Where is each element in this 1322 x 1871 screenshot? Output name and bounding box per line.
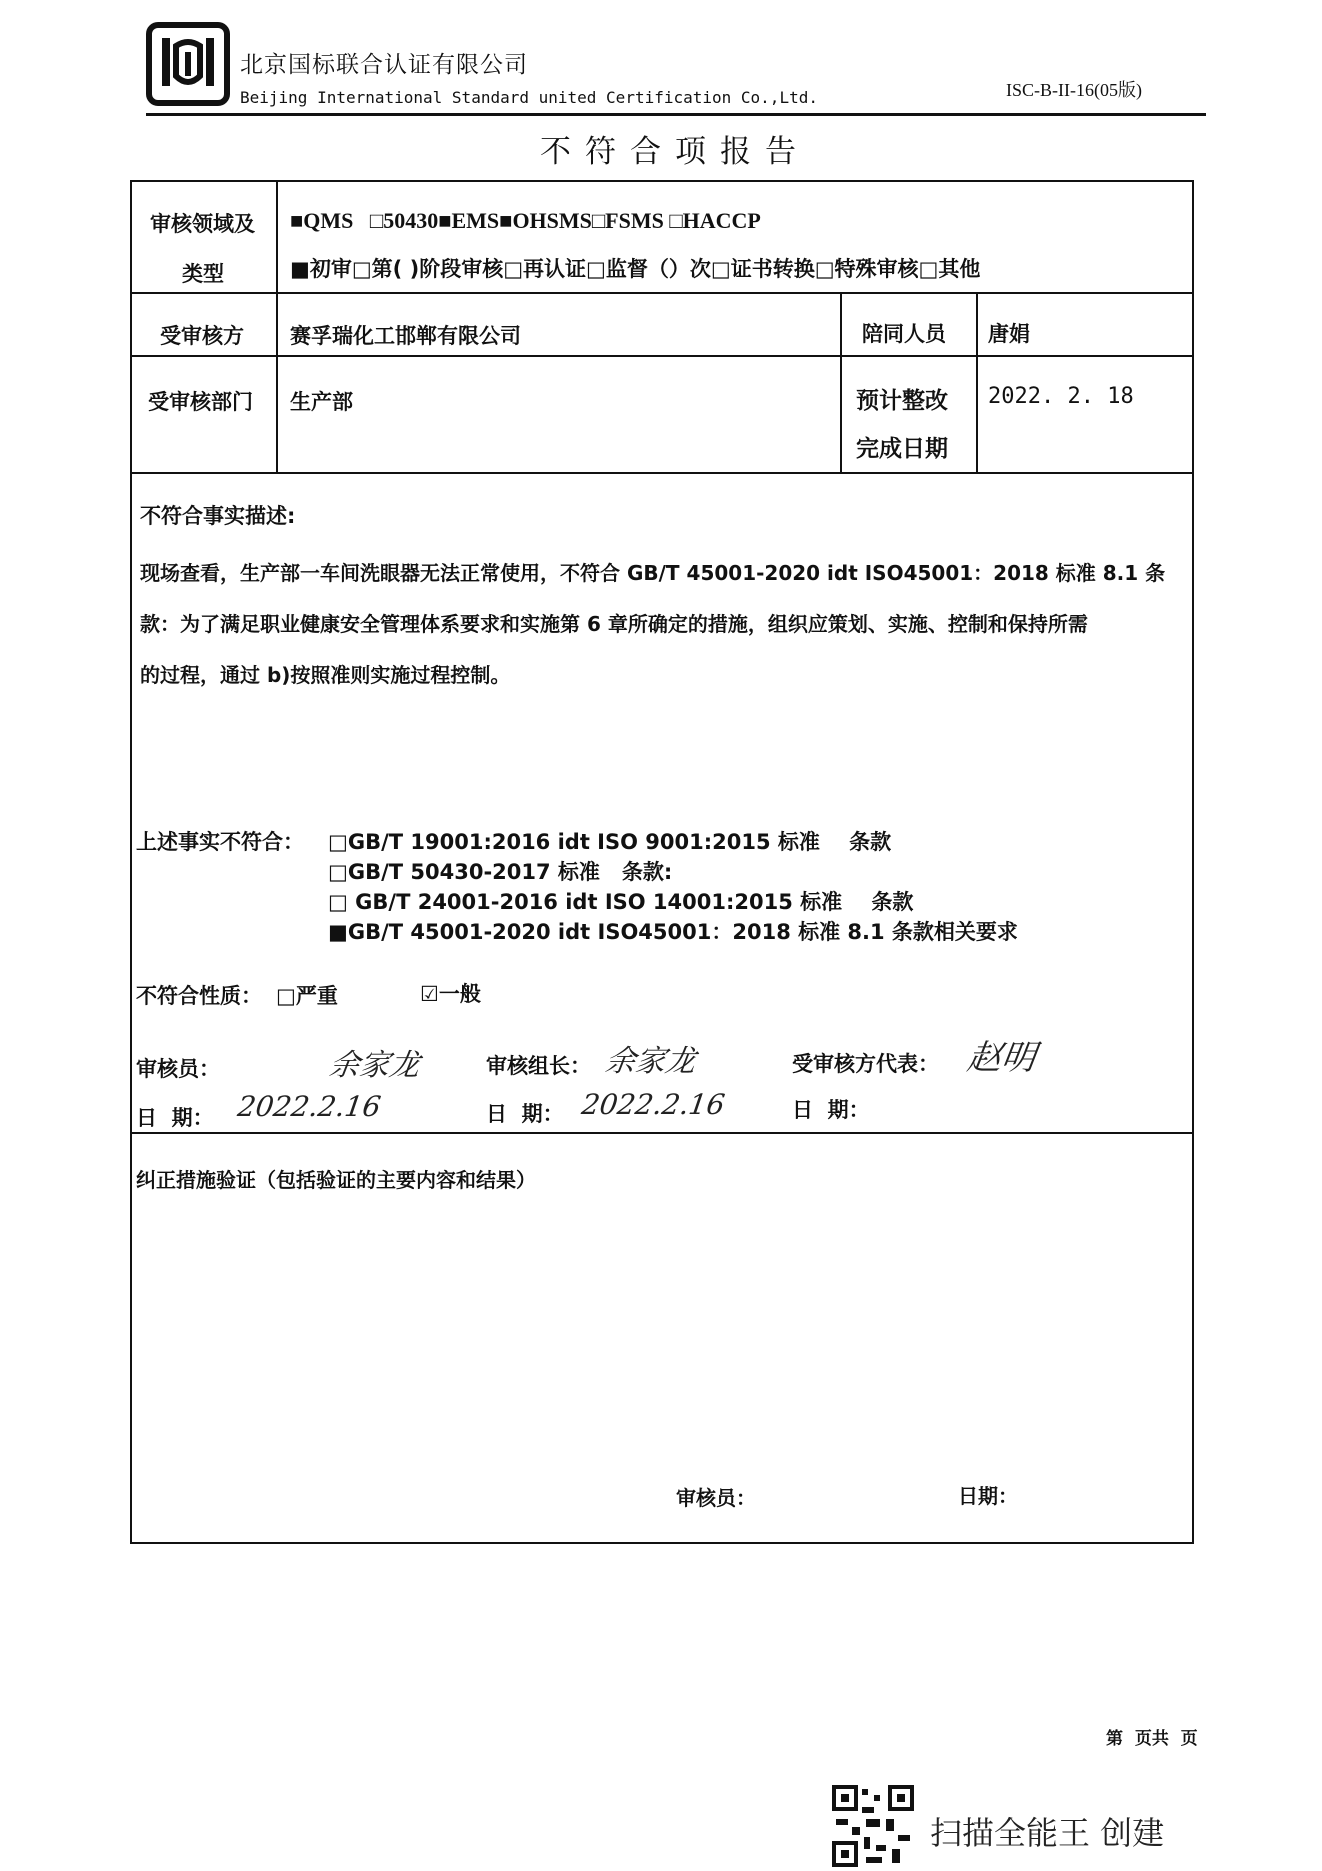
- auditee-label: 受审核方: [160, 324, 244, 348]
- scope-label-2: 类型: [182, 262, 224, 286]
- company-name-cn: 北京国标联合认证有限公司: [240, 52, 528, 78]
- escort-label: 陪同人员: [862, 322, 946, 346]
- form-code: ISC-B-II-16(05版): [1006, 80, 1142, 100]
- due-date-value: 2022. 2. 18: [988, 384, 1134, 409]
- nature-general-checkbox[interactable]: ☑一般: [420, 982, 481, 1006]
- row-divider: [130, 472, 1194, 474]
- due-date-label: 预计整改: [856, 388, 948, 414]
- department-value: 生产部: [290, 390, 353, 414]
- qr-code-icon: [832, 1785, 914, 1867]
- page-number: 第 页共 页: [1106, 1729, 1198, 1749]
- due-date-label-2: 完成日期: [856, 436, 948, 462]
- column-divider: [840, 292, 842, 472]
- logo-mark-icon: [152, 28, 224, 100]
- row-divider: [130, 292, 1194, 294]
- standard-item: ■GB/T 45001-2020 idt ISO45001：2018 标准 8.1 条款相关要求: [328, 920, 1018, 944]
- document-title: 不符合项报告: [540, 134, 810, 170]
- column-divider: [976, 292, 978, 472]
- standard-item: □GB/T 19001:2016 idt ISO 9001:2015 标准 条款: [328, 830, 892, 854]
- nature-serious-checkbox[interactable]: □严重: [276, 984, 338, 1008]
- representative-signature: 赵明: [964, 1038, 1039, 1078]
- auditor-label: 审核员：: [136, 1057, 220, 1081]
- leader-date: 2022.2.16: [579, 1088, 727, 1121]
- row-divider: [130, 1132, 1194, 1134]
- standard-item: □ GB/T 24001-2016 idt ISO 14001:2015 标准 条款: [328, 890, 914, 914]
- scope-label: 审核领域及: [150, 212, 255, 236]
- auditee-value: 赛孚瑞化工邯郸有限公司: [290, 324, 521, 348]
- verification-auditor-label: 审核员：: [676, 1486, 756, 1510]
- nonconformity-line: 款：为了满足职业健康安全管理体系要求和实施第 6 章所确定的措施，组织应策划、实施、控制和保持所需: [140, 612, 1088, 636]
- nonconformity-line: 的过程，通过 b)按照准则实施过程控制。: [140, 663, 511, 687]
- auditor-date: 2022.2.16: [235, 1090, 383, 1123]
- date-label: 日 期：: [136, 1106, 214, 1130]
- escort-value: 唐娟: [988, 322, 1030, 346]
- verification-date-label: 日期：: [958, 1484, 1018, 1508]
- verification-label: 纠正措施验证（包括验证的主要内容和结果）: [136, 1168, 536, 1192]
- company-name-en: Beijing International Standard united Certification Co.,Ltd.: [240, 88, 818, 107]
- representative-label: 受审核方代表：: [792, 1052, 939, 1076]
- management-systems: ■QMS □50430■EMS■OHSMS□FSMS □HACCP: [290, 208, 761, 233]
- leader-label: 审核组长：: [486, 1054, 591, 1078]
- nature-label: 不符合性质：: [136, 984, 262, 1008]
- nonconformity-label: 不符合事实描述:: [140, 504, 296, 528]
- header-divider: [146, 113, 1206, 116]
- scanner-watermark: 扫描全能王 创建: [930, 1814, 1165, 1852]
- auditor-signature: 余家龙: [327, 1048, 422, 1083]
- standards-label: 上述事实不符合：: [136, 830, 304, 854]
- row-divider: [130, 355, 1194, 357]
- date-label: 日 期：: [486, 1102, 564, 1126]
- column-divider: [276, 180, 278, 472]
- leader-signature: 余家龙: [603, 1044, 698, 1079]
- certification-logo: [146, 22, 230, 106]
- nonconformity-line: 现场查看，生产部一车间洗眼器无法正常使用，不符合 GB/T 45001-2020 idt ISO45001：2018 标准 8.1 条: [140, 561, 1166, 585]
- department-label: 受审核部门: [148, 390, 253, 414]
- standard-item: □GB/T 50430-2017 标准 条款:: [328, 860, 673, 884]
- audit-types: ■初审□第( )阶段审核□再认证□监督（）次□证书转换□特殊审核□其他: [290, 257, 981, 281]
- date-label: 日 期：: [792, 1098, 870, 1122]
